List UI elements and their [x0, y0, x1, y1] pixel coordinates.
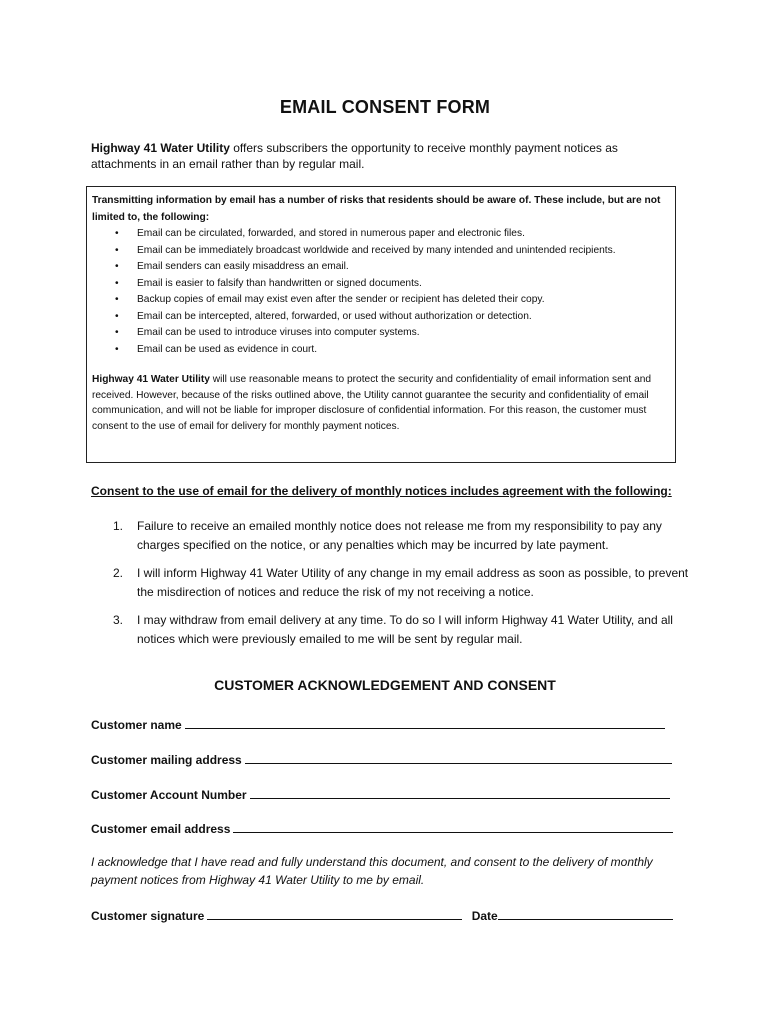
bullet-icon: • [115, 228, 119, 239]
account-number-line[interactable] [250, 786, 670, 799]
consent-heading: Consent to the use of email for the delivery of monthly notices includes agreement with the following: [91, 484, 672, 498]
account-number-label: Customer Account Number [91, 788, 247, 802]
intro-utility-name: Highway 41 Water Utility [91, 141, 230, 155]
intro-text: offers subscribers the opportunity to receive monthly payment notices as attachments in an email rather than by regular mail. [91, 141, 618, 171]
risk-item [92, 309, 670, 326]
risk-list [92, 226, 670, 358]
risk-item-text: Email senders can easily misaddress an email. [137, 261, 349, 272]
risk-item-text: Email can be immediately broadcast worldwide and received by many intended and unintended recipients. [137, 244, 616, 256]
agreement-text: I may withdraw from email delivery at any time. To do so I will inform Highway 41 Water Utility, and all notices which were previously emailed to me will be sent by regular mail. [137, 613, 673, 646]
risk-item [92, 292, 670, 309]
risk-item [92, 259, 670, 276]
risk-item [92, 243, 670, 260]
signature-label: Customer signature [91, 909, 205, 923]
risk-disclosure-box [86, 186, 676, 463]
customer-name-line[interactable] [185, 716, 665, 729]
account-number-field[interactable] [91, 786, 670, 802]
risk-item [92, 276, 670, 293]
bullet-icon: • [115, 310, 119, 322]
closing-utility-name: Highway 41 Water Utility [92, 374, 210, 385]
signature-field[interactable] [91, 907, 673, 923]
risk-item-text: Email can be intercepted, altered, forwarded, or used without authorization or detection. [137, 310, 532, 322]
mailing-address-label: Customer mailing address [91, 753, 242, 767]
risk-item-text: Email is easier to falsify than handwritten or signed documents. [137, 277, 422, 289]
agreement-list [91, 517, 691, 658]
email-address-line[interactable] [233, 820, 673, 833]
form-title: EMAIL CONSENT FORM [279, 97, 491, 117]
customer-name-label: Customer name [91, 718, 182, 732]
closing-text: will use reasonable means to protect the security and confidentiality of email information sent and received. However, because of the risks outlined above, the Utility cannot guarantee the security and confidentiality of email communication, and will not be liable for improper disclosure of confidential information. For this reason, the customer must consent to the use of email for delivery for monthly payment notices. [92, 374, 652, 432]
date-line[interactable] [498, 907, 673, 920]
agreement-text: Failure to receive an emailed monthly notice does not release me from my responsibility to pay any charges specified on the notice, or any penalties which may be incurred by late payment. [137, 519, 662, 552]
risk-item [92, 226, 670, 243]
bullet-icon: • [115, 343, 119, 355]
agreement-number: 1. [113, 519, 124, 533]
agreement-item [91, 564, 691, 602]
agreement-item [91, 611, 691, 649]
risk-closing-paragraph [92, 372, 670, 434]
bullet-icon: • [115, 327, 119, 338]
bullet-icon: • [115, 294, 119, 305]
risk-item-text: Email can be circulated, forwarded, and stored in numerous paper and electronic files. [137, 228, 525, 239]
intro-paragraph [91, 140, 681, 172]
acknowledgement-statement: I acknowledge that I have read and fully understand this document, and consent to the delivery of monthly payment notices from Highway 41 Water Utility to me by email. [91, 855, 653, 887]
bullet-icon: • [115, 244, 119, 256]
risk-lead: Transmitting information by email has a number of risks that residents should be aware of. These include, but are not limited to, the following: [92, 195, 661, 223]
mailing-address-field[interactable] [91, 751, 672, 767]
agreement-number: 3. [113, 613, 124, 627]
risk-item-text: Email can be used as evidence in court. [137, 343, 318, 355]
risk-item-text: Email can be used to introduce viruses into computer systems. [137, 327, 420, 338]
risk-item [92, 325, 670, 342]
agreement-number: 2. [113, 566, 124, 580]
email-address-label: Customer email address [91, 822, 231, 836]
agreement-text: I will inform Highway 41 Water Utility of any change in my email address as soon as possible, to prevent the misdirection of notices and reduce the risk of my not receiving a notice. [137, 566, 689, 599]
risk-item-text: Backup copies of email may exist even after the sender or recipient has deleted their copy. [137, 294, 545, 305]
date-label: Date [471, 909, 498, 923]
bullet-icon: • [115, 261, 119, 272]
email-address-field[interactable] [91, 820, 673, 836]
agreement-item [91, 517, 691, 555]
signature-line[interactable] [207, 907, 462, 920]
bullet-icon: • [115, 277, 119, 289]
acknowledgement-heading: CUSTOMER ACKNOWLEDGEMENT AND CONSENT [214, 677, 556, 693]
customer-name-field[interactable] [91, 716, 665, 732]
risk-item [92, 342, 670, 359]
mailing-address-line[interactable] [245, 751, 672, 764]
